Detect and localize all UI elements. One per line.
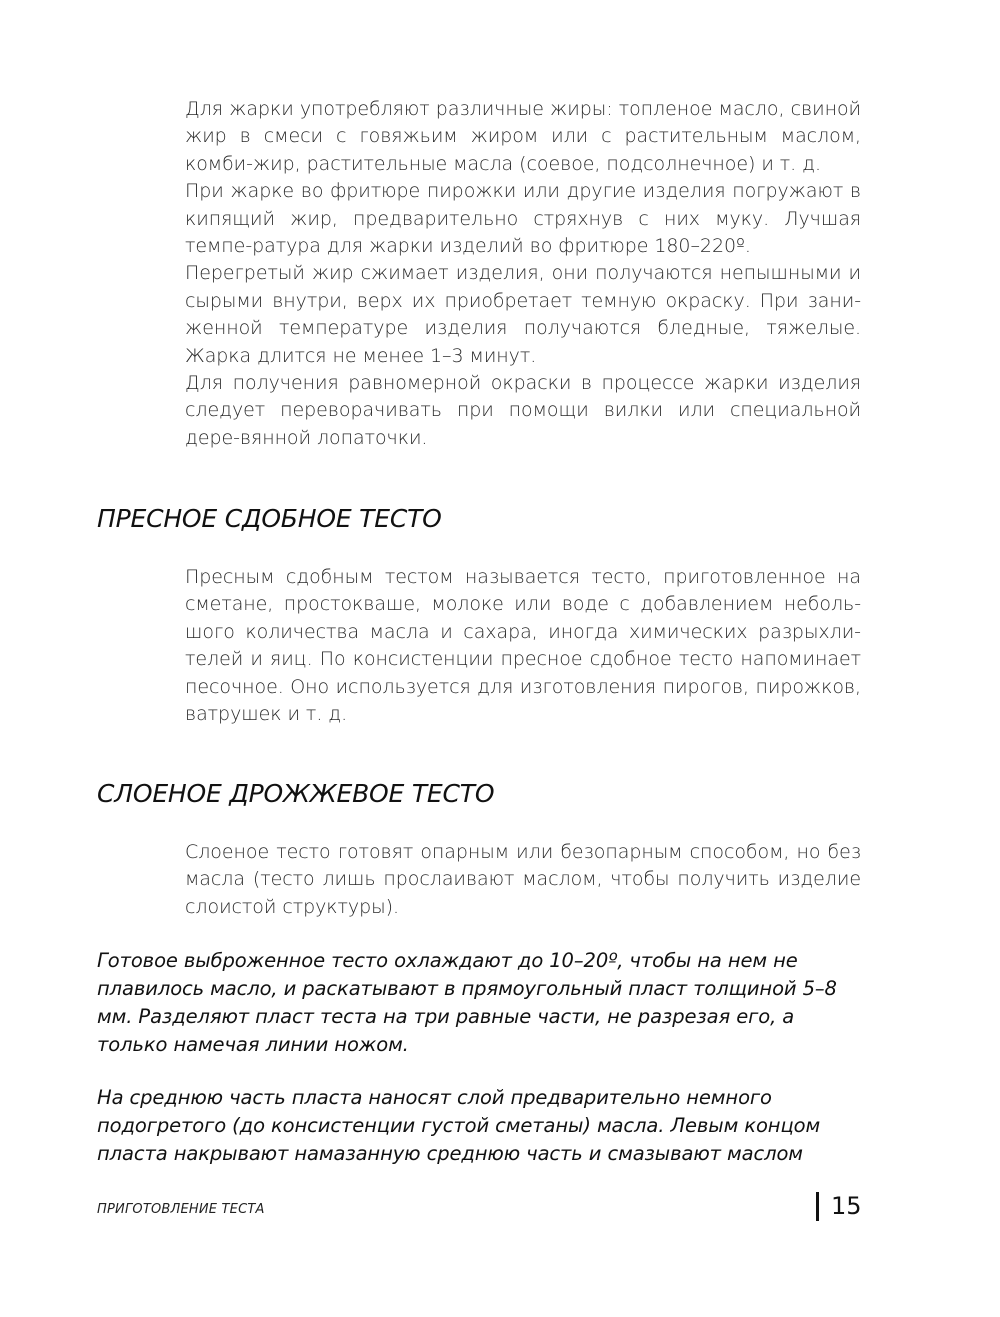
fresh-dough-text (185, 564, 861, 728)
fresh-dough-paragraph: Пресным сдобным тестом называется тесто, приготовленное на сметане, простокваше, молоке или воде с добавлением неболь-шого количества масла и сахара, иногда химических разрыхли-телей и яиц. По консистенции пресное сдобное тесто напоминает песочное. Оно используется для изготовления пирогов, пирожков, ватрушек и т. д. (185, 566, 861, 726)
intro-paragraph-2: При жарке во фритюре пирожки или другие изделия погружают в кипящий жир, предварительно стряхнув с них муку. Лучшая темпе-ратура для жарки изделий во фритюре 180–220º. (185, 180, 861, 258)
intro-paragraph-4: Для получения равномерной окраски в процессе жарки изделия следует переворачивать при помощи вилки или специальной дере-вянной лопаточки. (185, 372, 861, 449)
intro-paragraph-1: Для жарки употребляют различные жиры: топленое масло, свиной жир в смеси с говяжьим жиром или с растительным маслом, комби-жир, растительные масла (соевое, подсолнечное) и т. д. (185, 98, 861, 175)
footer-divider (816, 1192, 819, 1221)
step-paragraph-1 (97, 947, 857, 1059)
step-text-1: Готовое выброженное тесто охлаждают до 10–20º, чтобы на нем не плавилось масло, и раскатывают в прямоугольный пласт толщиной 5–8 мм. Разделяют пласт теста на три равные части, не разрезая его, а только намечая линии ножом. (97, 949, 837, 1056)
intro-paragraph-3: Перегретый жир сжимает изделия, они получаются непышными и сырыми внутри, верх их приобретает темную окраску. При зани-женной температуре изделия получаются бледные, тяжелые. Жарка длится не менее 1–3 минут. (185, 262, 861, 367)
intro-text (185, 96, 861, 452)
running-footer-chapter: ПРИГОТОВЛЕНИЕ ТЕСТА (97, 1202, 265, 1217)
section-heading-fresh-dough: ПРЕСНОЕ СДОБНОЕ ТЕСТО (97, 504, 442, 533)
page-number: 15 (831, 1192, 862, 1220)
step-text-2: На среднюю часть пласта наносят слой предварительно немного подогретого (до консистенции густой сметаны) масла. Левым концом пласта накрывают намазанную среднюю часть и смазывают маслом (97, 1086, 821, 1165)
puff-dough-paragraph: Слоеное тесто готовят опарным или безопарным способом, но без масла (тесто лишь прослаивают маслом, чтобы получить изделие слоистой структуры). (185, 841, 861, 918)
section-heading-puff-dough: СЛОЕНОЕ ДРОЖЖЕВОЕ ТЕСТО (97, 779, 495, 808)
step-paragraph-2 (97, 1084, 857, 1168)
puff-dough-text (185, 839, 861, 921)
